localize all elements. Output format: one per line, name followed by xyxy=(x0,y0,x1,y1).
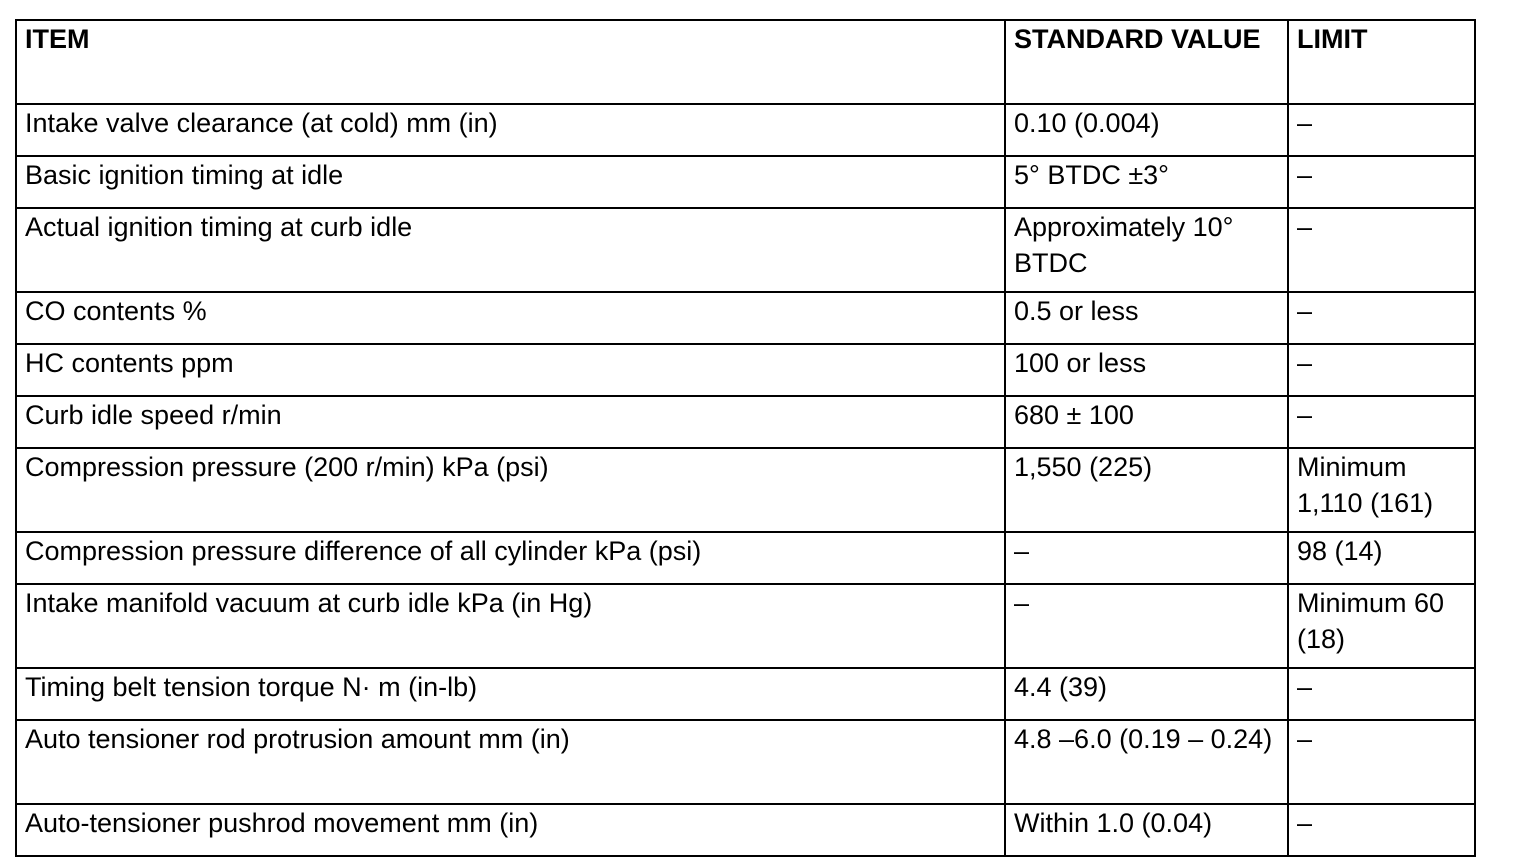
table-row xyxy=(16,720,1475,804)
limit-cell: – xyxy=(1288,104,1475,156)
table-row xyxy=(16,396,1475,448)
limit-cell: Minimum 60 (18) xyxy=(1288,584,1475,668)
standard-cell: – xyxy=(1005,532,1288,584)
item-cell: Intake valve clearance (at cold) mm (in) xyxy=(16,104,1005,156)
standard-cell: 1,550 (225) xyxy=(1005,448,1288,532)
table-row xyxy=(16,584,1475,668)
limit-cell: – xyxy=(1288,156,1475,208)
standard-cell: 100 or less xyxy=(1005,344,1288,396)
item-cell: Basic ignition timing at idle xyxy=(16,156,1005,208)
header-row xyxy=(16,20,1475,104)
specification-table xyxy=(15,19,1476,857)
item-cell: CO contents % xyxy=(16,292,1005,344)
table-row xyxy=(16,532,1475,584)
table-row xyxy=(16,344,1475,396)
limit-cell: – xyxy=(1288,208,1475,292)
item-cell: Auto-tensioner pushrod movement mm (in) xyxy=(16,804,1005,856)
limit-cell: – xyxy=(1288,804,1475,856)
standard-cell: 680 ± 100 xyxy=(1005,396,1288,448)
item-cell: Compression pressure (200 r/min) kPa (psi) xyxy=(16,448,1005,532)
standard-cell: Within 1.0 (0.04) xyxy=(1005,804,1288,856)
table-row xyxy=(16,156,1475,208)
limit-cell: 98 (14) xyxy=(1288,532,1475,584)
item-cell: Actual ignition timing at curb idle xyxy=(16,208,1005,292)
standard-cell: – xyxy=(1005,584,1288,668)
header-standard-value: STANDARD VALUE xyxy=(1005,20,1288,104)
header-limit: LIMIT xyxy=(1288,20,1475,104)
table-row xyxy=(16,104,1475,156)
table-row xyxy=(16,668,1475,720)
standard-cell: 0.5 or less xyxy=(1005,292,1288,344)
standard-cell: 4.4 (39) xyxy=(1005,668,1288,720)
item-cell: Compression pressure difference of all cylinder kPa (psi) xyxy=(16,532,1005,584)
item-cell: Curb idle speed r/min xyxy=(16,396,1005,448)
standard-cell: Approximately 10° BTDC xyxy=(1005,208,1288,292)
table-row xyxy=(16,448,1475,532)
standard-cell: 4.8 –6.0 (0.19 – 0.24) xyxy=(1005,720,1288,804)
table-row xyxy=(16,292,1475,344)
header-item: ITEM xyxy=(16,20,1005,104)
standard-cell: 5° BTDC ±3° xyxy=(1005,156,1288,208)
limit-cell: – xyxy=(1288,344,1475,396)
item-cell: HC contents ppm xyxy=(16,344,1005,396)
limit-cell: – xyxy=(1288,292,1475,344)
limit-cell: – xyxy=(1288,720,1475,804)
item-cell: Timing belt tension torque N· m (in-lb) xyxy=(16,668,1005,720)
item-cell: Auto tensioner rod protrusion amount mm (in) xyxy=(16,720,1005,804)
standard-cell: 0.10 (0.004) xyxy=(1005,104,1288,156)
limit-cell: Minimum 1,110 (161) xyxy=(1288,448,1475,532)
table-row xyxy=(16,804,1475,856)
limit-cell: – xyxy=(1288,396,1475,448)
table-row xyxy=(16,208,1475,292)
item-cell: Intake manifold vacuum at curb idle kPa (in Hg) xyxy=(16,584,1005,668)
limit-cell: – xyxy=(1288,668,1475,720)
